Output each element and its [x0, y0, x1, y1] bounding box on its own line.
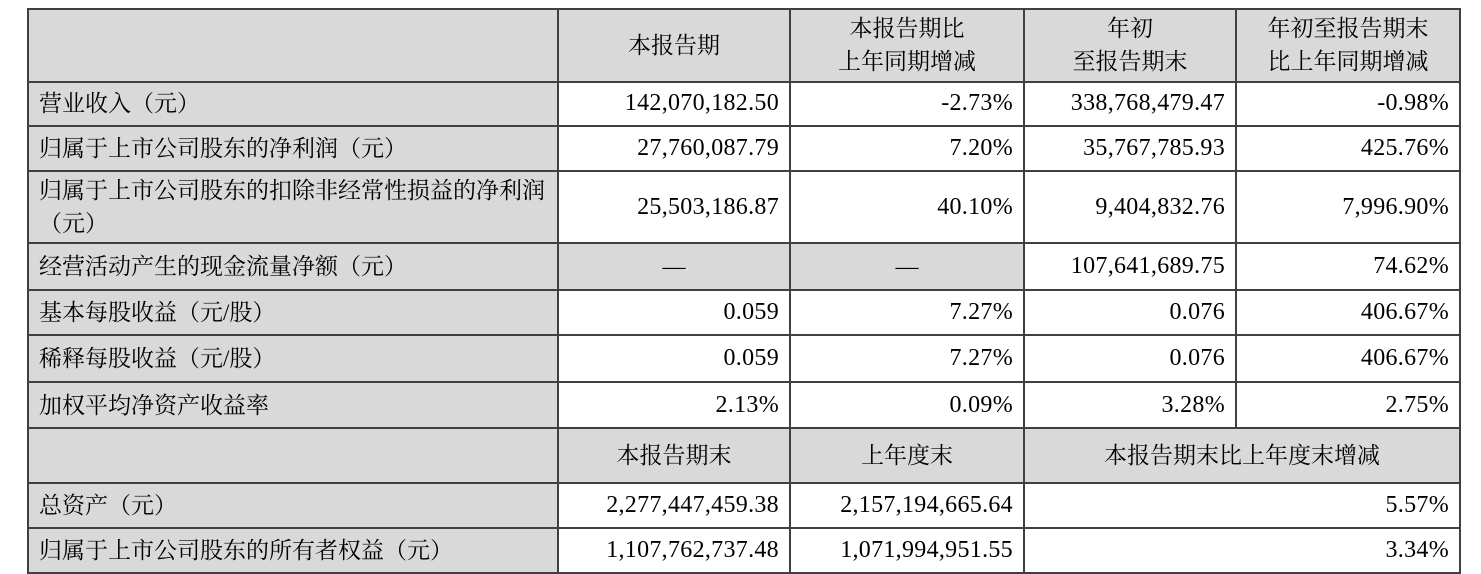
- label-operating-cash-flow: 经营活动产生的现金流量净额（元）: [28, 243, 558, 290]
- value-total-assets-last-year-end: 2,157,194,665.64: [790, 483, 1024, 528]
- header-ytd-yoy-change-line2: 比上年同期增减: [1267, 49, 1429, 75]
- value-roe-ytd: 3.28%: [1024, 382, 1236, 428]
- value-total-assets-period-end: 2,277,447,459.38: [558, 483, 790, 528]
- value-cash-flow-ytd-change: 74.62%: [1236, 243, 1460, 290]
- value-excl-nonrecurring-ytd-change: 7,996.90%: [1236, 171, 1460, 244]
- value-net-profit-ytd-change: 425.76%: [1236, 126, 1460, 171]
- value-revenue-period-change: -2.73%: [790, 82, 1024, 126]
- header-change-vs-last-year-end: 本报告期末比上年度末增减: [1024, 428, 1460, 483]
- value-diluted-eps-current-period: 0.059: [558, 335, 790, 382]
- header-year-to-date-line2: 至报告期末: [1072, 49, 1188, 75]
- value-excl-nonrecurring-period-change: 40.10%: [790, 171, 1024, 244]
- header-period-yoy-change-line1: 本报告期比: [849, 16, 965, 41]
- value-total-assets-change: 5.57%: [1024, 483, 1460, 528]
- header-end-of-current-period: 本报告期末: [558, 428, 790, 483]
- value-diluted-eps-ytd: 0.076: [1024, 335, 1236, 382]
- value-roe-current-period: 2.13%: [558, 382, 790, 428]
- table-row-net-profit-excl-nonrecurring: [28, 171, 1460, 244]
- value-net-profit-period-change: 7.20%: [790, 126, 1024, 171]
- financial-summary-table: [27, 8, 1461, 574]
- table-row-diluted-eps: [28, 335, 1460, 382]
- label-basic-eps: 基本每股收益（元/股）: [28, 290, 558, 335]
- value-diluted-eps-ytd-change: 406.67%: [1236, 335, 1460, 382]
- value-cash-flow-period-change-dash: —: [790, 243, 1024, 290]
- header-current-period: 本报告期: [558, 9, 790, 82]
- table-row-net-profit: [28, 126, 1460, 171]
- value-diluted-eps-period-change: 7.27%: [790, 335, 1024, 382]
- label-net-profit-excl-nonrecurring: 归属于上市公司股东的扣除非经常性损益的净利润（元）: [28, 171, 558, 244]
- label-equity-attributable: 归属于上市公司股东的所有者权益（元）: [28, 528, 558, 573]
- header-ytd-yoy-change: [1236, 9, 1460, 82]
- value-cash-flow-ytd: 107,641,689.75: [1024, 243, 1236, 290]
- header-year-to-date-line1: 年初: [1107, 16, 1153, 41]
- value-basic-eps-ytd: 0.076: [1024, 290, 1236, 335]
- value-basic-eps-period-change: 7.27%: [790, 290, 1024, 335]
- header-empty-cell: [28, 9, 558, 82]
- value-roe-period-change: 0.09%: [790, 382, 1024, 428]
- header-end-of-last-year: 上年度末: [790, 428, 1024, 483]
- label-operating-revenue: 营业收入（元）: [28, 82, 558, 126]
- table-row-operating-cash-flow: [28, 243, 1460, 290]
- value-revenue-ytd-change: -0.98%: [1236, 82, 1460, 126]
- table-row-weighted-avg-roe: [28, 382, 1460, 428]
- value-excl-nonrecurring-ytd: 9,404,832.76: [1024, 171, 1236, 244]
- label-diluted-eps: 稀释每股收益（元/股）: [28, 335, 558, 382]
- value-equity-change: 3.34%: [1024, 528, 1460, 573]
- value-net-profit-ytd: 35,767,785.93: [1024, 126, 1236, 171]
- value-basic-eps-ytd-change: 406.67%: [1236, 290, 1460, 335]
- table-row-operating-revenue: [28, 82, 1460, 126]
- label-net-profit: 归属于上市公司股东的净利润（元）: [28, 126, 558, 171]
- value-revenue-current-period: 142,070,182.50: [558, 82, 790, 126]
- table-row-basic-eps: [28, 290, 1460, 335]
- header-year-to-date: [1024, 9, 1236, 82]
- value-basic-eps-current-period: 0.059: [558, 290, 790, 335]
- header-empty-cell-2: [28, 428, 558, 483]
- value-equity-last-year-end: 1,071,994,951.55: [790, 528, 1024, 573]
- header-period-yoy-change: [790, 9, 1024, 82]
- header-ytd-yoy-change-line1: 年初至报告期末: [1267, 16, 1429, 41]
- table-row-total-assets: [28, 483, 1460, 528]
- value-excl-nonrecurring-current-period: 25,503,186.87: [558, 171, 790, 244]
- label-total-assets: 总资产（元）: [28, 483, 558, 528]
- value-equity-period-end: 1,107,762,737.48: [558, 528, 790, 573]
- value-net-profit-current-period: 27,760,087.79: [558, 126, 790, 171]
- header-period-yoy-change-line2: 上年同期增减: [838, 49, 976, 75]
- value-revenue-ytd: 338,768,479.47: [1024, 82, 1236, 126]
- value-cash-flow-current-period-dash: —: [558, 243, 790, 290]
- label-weighted-avg-roe: 加权平均净资产收益率: [28, 382, 558, 428]
- header-row-period: [28, 9, 1460, 82]
- value-roe-ytd-change: 2.75%: [1236, 382, 1460, 428]
- header-row-period-end: [28, 428, 1460, 483]
